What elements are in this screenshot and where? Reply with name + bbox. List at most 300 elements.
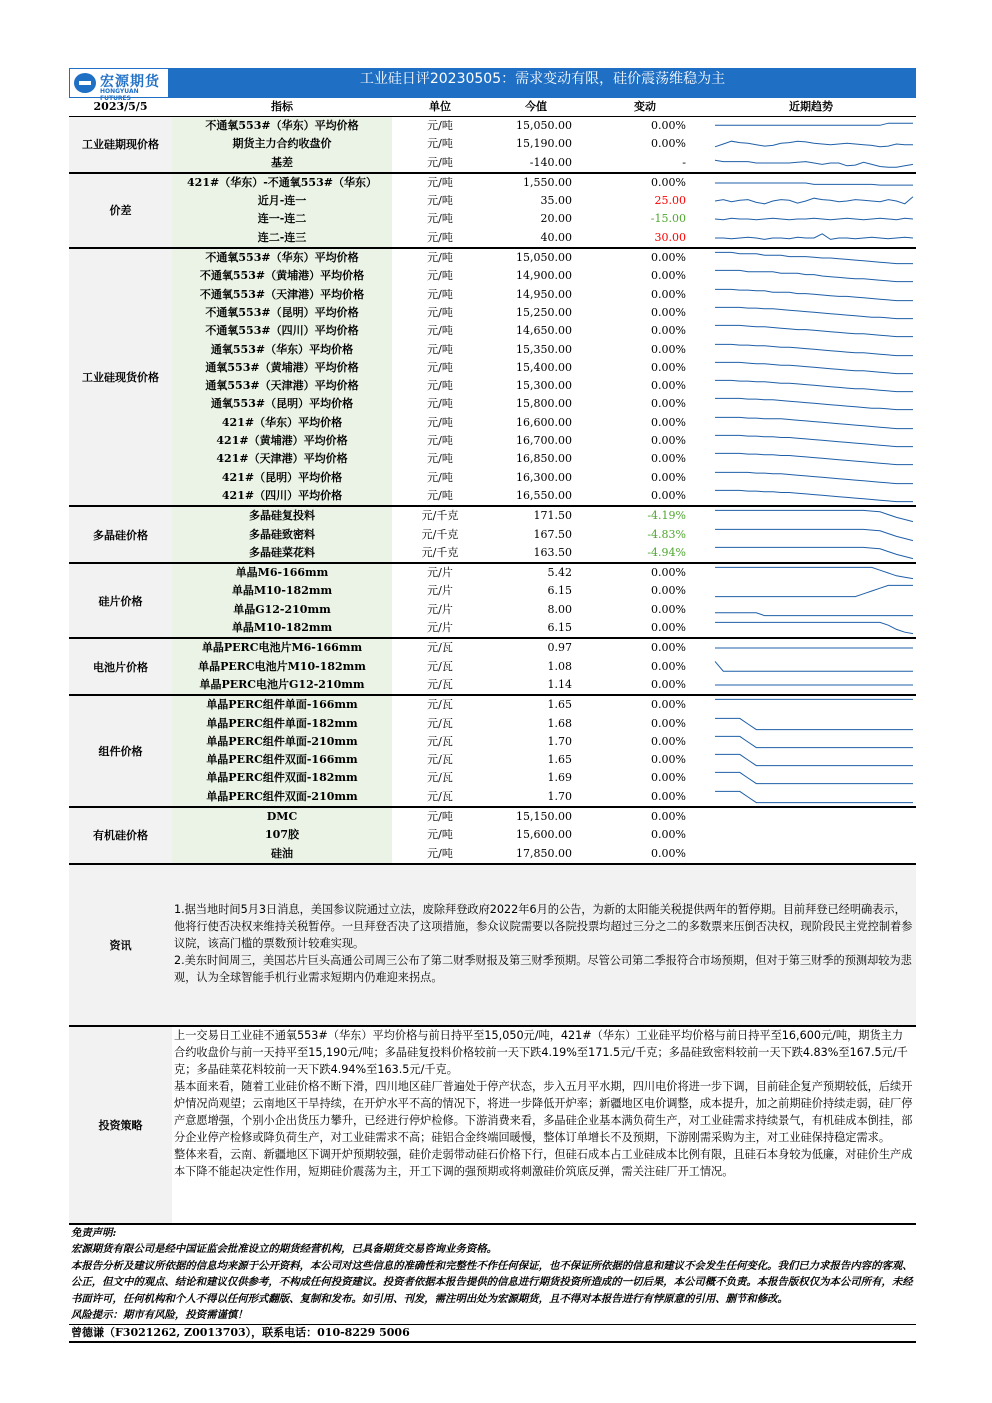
change-cell: 0.00%: [651, 251, 686, 265]
trend-cell: [706, 788, 916, 806]
group-label: 有机硅价格: [69, 808, 172, 863]
trend-sparkline: [714, 175, 914, 191]
price-group: [69, 639, 916, 696]
trend-line: [715, 289, 913, 300]
trend-sparkline: [714, 752, 914, 768]
trend-cell: [706, 601, 916, 619]
value-cell: 14,950.00: [516, 287, 572, 301]
trend-cell: [706, 507, 916, 525]
change-cell: 0.00%: [651, 324, 686, 338]
table-row: [172, 210, 916, 228]
change-cell: 0.00%: [651, 452, 686, 466]
price-group: [69, 174, 916, 249]
trend-sparkline: [714, 697, 914, 713]
table-row: [172, 174, 916, 192]
unit-cell: 元/片: [427, 566, 453, 580]
trend-sparkline: [714, 305, 914, 321]
indicator-name: 期货主力合约收盘价: [172, 135, 392, 153]
indicator-name: 单晶PERC组件双面-210mm: [172, 788, 392, 806]
analyst-contact: 曾德谦（F3021262, Z0013703），联系电话：010-8229 5006: [69, 1325, 916, 1343]
trend-line: [715, 141, 913, 147]
unit-cell: 元/吨: [427, 452, 453, 466]
table-row: [172, 154, 916, 172]
news-paragraph: 2.美东时间周三，美国芯片巨头高通公司周三公布了第二财季财报及第三财季预期。尽管公司第二季报符合市场预期，但对于第三财季的预测却较为悲观，认为全球智能手机行业需求短期内仍难迎来拐点。: [174, 953, 912, 984]
disclaimer-line: 风险提示：期市有风险，投资需谨慎！: [71, 1309, 248, 1322]
indicator-name: 单晶PERC组件单面-182mm: [172, 715, 392, 733]
change-cell: 0.00%: [651, 771, 686, 785]
trend-cell: [706, 808, 916, 826]
indicator-name: 单晶PERC电池片M10-182mm: [172, 658, 392, 676]
table-row: [172, 395, 916, 413]
trend-line: [715, 661, 913, 671]
trend-line: [715, 490, 913, 501]
table-row: [172, 432, 916, 450]
unit-cell: 元/吨: [427, 251, 453, 265]
indicator-name: 不通氧553#（华东）平均价格: [172, 249, 392, 267]
value-cell: 15,150.00: [516, 809, 572, 823]
value-cell: 1.14: [547, 677, 572, 691]
value-cell: 1.70: [547, 789, 572, 803]
trend-sparkline: [714, 508, 914, 524]
trend-line: [715, 586, 913, 597]
trend-cell: [706, 526, 916, 544]
value-cell: 163.50: [533, 545, 572, 559]
trend-line: [715, 435, 913, 446]
group-label: 硅片价格: [69, 564, 172, 637]
trend-line: [715, 472, 913, 483]
col-change: 变动: [634, 100, 656, 113]
value-cell: 171.50: [533, 509, 572, 523]
price-table: [69, 117, 916, 865]
trend-cell: [706, 487, 916, 505]
table-row: [172, 341, 916, 359]
trend-sparkline: [714, 342, 914, 358]
change-cell: 25.00: [654, 194, 686, 208]
table-row: [172, 192, 916, 210]
disclaimer-line: 本报告分析及建议所依据的信息均来源于公开资料，本公司对这些信息的准确性和完整性不作任何保证，也不保证所依据的信息和建议不会发生任何变化。我们已力求报告内容的客观、公正，但文中的观点、结论和建议仅供参考，不构成任何投资建议。投资者依据本报告提供的信息进行期货投资所造成的一切后果，本公司概不负责。本报告版权仅为本公司所有，未经书面许可，任何机构和个人不得以任何形式翻版、复制和发布。如引用、刊发，需注明出处为宏源期货，且不得对本报告进行有悖原意的引用、删节和修改。: [71, 1259, 913, 1305]
change-cell: 0.00%: [651, 360, 686, 374]
indicator-name: 单晶M10-182mm: [172, 619, 392, 637]
value-cell: 15,600.00: [516, 828, 572, 842]
value-cell: 20.00: [540, 212, 572, 226]
unit-cell: 元/吨: [427, 488, 453, 502]
trend-line: [715, 219, 913, 220]
change-cell: 0.00%: [651, 828, 686, 842]
table-row: [172, 733, 916, 751]
trend-line: [715, 183, 913, 185]
table-row: [172, 359, 916, 377]
unit-cell: 元/吨: [427, 119, 453, 132]
trend-line: [715, 160, 913, 167]
unit-cell: 元/吨: [427, 212, 453, 226]
trend-sparkline: [714, 287, 914, 303]
trend-cell: [706, 696, 916, 714]
trend-sparkline: [714, 620, 914, 636]
change-cell: 0.00%: [651, 753, 686, 767]
value-cell: 14,650.00: [516, 324, 572, 338]
value-cell: 16,700.00: [516, 434, 572, 448]
strategy-body: [172, 1027, 916, 1223]
unit-cell: 元/千克: [421, 509, 459, 523]
trend-sparkline: [714, 360, 914, 376]
trend-cell: [706, 210, 916, 228]
change-cell: 0.00%: [651, 269, 686, 283]
indicator-name: 近月-连一: [172, 192, 392, 210]
value-cell: 1.65: [547, 698, 572, 712]
table-row: [172, 267, 916, 285]
unit-cell: 元/吨: [427, 828, 453, 842]
value-cell: 1.68: [547, 716, 572, 730]
report: [69, 68, 916, 1343]
change-cell: 0.00%: [651, 397, 686, 411]
trend-cell: [706, 769, 916, 787]
trend-cell: [706, 582, 916, 600]
group-label: 工业硅期现价格: [69, 117, 172, 172]
logo-text-en: HONGYUAN FUTURES: [100, 88, 139, 102]
trend-cell: [706, 117, 916, 135]
value-cell: 17,850.00: [516, 846, 572, 860]
change-cell: 0.00%: [651, 434, 686, 448]
logo-icon: [74, 73, 96, 93]
trend-cell: [706, 249, 916, 267]
indicator-name: 通氧553#（天津港）平均价格: [172, 377, 392, 395]
trend-sparkline: [714, 451, 914, 467]
group-label: 电池片价格: [69, 639, 172, 694]
unit-cell: 元/瓦: [427, 641, 453, 655]
trend-sparkline: [714, 230, 914, 246]
trend-cell: [706, 564, 916, 582]
change-cell: 0.00%: [651, 621, 686, 635]
trend-cell: [706, 304, 916, 322]
table-row: [172, 304, 916, 322]
change-cell: 0.00%: [651, 470, 686, 484]
trend-cell: [706, 450, 916, 468]
indicator-name: 107胶: [172, 826, 392, 844]
news-label: 资讯: [69, 865, 172, 1025]
value-cell: 15,190.00: [516, 137, 572, 151]
unit-cell: 元/吨: [427, 434, 453, 448]
news-section: [69, 865, 916, 1027]
unit-cell: 元/吨: [427, 809, 453, 823]
indicator-name: 多晶硅菜花料: [172, 544, 392, 562]
table-row: [172, 249, 916, 267]
change-cell: -4.19%: [647, 509, 686, 523]
indicator-name: 连二-连三: [172, 229, 392, 247]
value-cell: 16,600.00: [516, 415, 572, 429]
trend-sparkline: [714, 323, 914, 339]
col-indicator: 指标: [271, 100, 293, 113]
trend-sparkline: [714, 268, 914, 284]
trend-sparkline: [714, 583, 914, 599]
table-row: [172, 826, 916, 844]
indicator-name: 不通氧553#（四川）平均价格: [172, 322, 392, 340]
value-cell: 15,350.00: [516, 342, 572, 356]
col-trend: 近期趋势: [789, 100, 833, 113]
news-body: [172, 865, 916, 1025]
unit-cell: 元/片: [427, 584, 453, 598]
trend-sparkline: [714, 155, 914, 171]
table-row: [172, 769, 916, 787]
value-cell: 6.15: [547, 584, 572, 598]
unit-cell: 元/吨: [427, 230, 453, 244]
value-cell: -140.00: [529, 155, 572, 169]
unit-cell: 元/片: [427, 602, 453, 616]
table-row: [172, 601, 916, 619]
table-row: [172, 676, 916, 694]
table-row: [172, 715, 916, 733]
change-cell: 0.00%: [651, 415, 686, 429]
price-group: [69, 507, 916, 564]
trend-sparkline: [714, 734, 914, 750]
trend-line: [715, 381, 913, 392]
change-cell: 30.00: [654, 230, 686, 244]
unit-cell: 元/吨: [427, 846, 453, 860]
trend-cell: [706, 845, 916, 863]
unit-cell: 元/吨: [427, 287, 453, 301]
change-cell: 0.00%: [651, 137, 686, 151]
trend-line: [715, 613, 913, 616]
value-cell: 1.08: [547, 659, 572, 673]
table-row: [172, 322, 916, 340]
table-row: [172, 450, 916, 468]
change-cell: 0.00%: [651, 305, 686, 319]
trend-sparkline: [714, 396, 914, 412]
trend-line: [715, 622, 913, 633]
indicator-name: 硅油: [172, 845, 392, 863]
table-row: [172, 696, 916, 714]
indicator-name: 多晶硅复投料: [172, 507, 392, 525]
table-row: [172, 135, 916, 153]
trend-line: [715, 399, 913, 410]
trend-cell: [706, 174, 916, 192]
indicator-name: 基差: [172, 154, 392, 172]
unit-cell: 元/瓦: [427, 659, 453, 673]
disclaimer-title: 免责声明:: [71, 1226, 117, 1239]
trend-cell: [706, 192, 916, 210]
trend-sparkline: [714, 136, 914, 152]
trend-line: [715, 307, 913, 318]
value-cell: 15,250.00: [516, 305, 572, 319]
trend-cell: [706, 395, 916, 413]
group-label: 价差: [69, 174, 172, 247]
change-cell: 0.00%: [651, 175, 686, 189]
indicator-name: 不通氧553#（黄埔港）平均价格: [172, 267, 392, 285]
value-cell: 16,300.00: [516, 470, 572, 484]
unit-cell: 元/吨: [427, 305, 453, 319]
indicator-name: 不通氧553#（华东）平均价格: [172, 117, 392, 135]
table-row: [172, 469, 916, 487]
indicator-name: 多晶硅致密料: [172, 526, 392, 544]
change-cell: 0.00%: [651, 809, 686, 823]
trend-sparkline: [714, 488, 914, 504]
trend-cell: [706, 751, 916, 769]
trend-sparkline: [714, 415, 914, 431]
company-logo: [69, 68, 169, 102]
trend-sparkline: [714, 193, 914, 209]
trend-line: [715, 326, 913, 337]
change-cell: 0.00%: [651, 677, 686, 691]
value-cell: 6.15: [547, 621, 572, 635]
trend-cell: [706, 733, 916, 751]
indicator-name: 单晶PERC电池片M6-166mm: [172, 639, 392, 657]
unit-cell: 元/瓦: [427, 734, 453, 748]
change-cell: -4.94%: [647, 545, 686, 559]
trend-line: [715, 197, 913, 204]
trend-cell: [706, 676, 916, 694]
trend-cell: [706, 826, 916, 844]
unit-cell: 元/片: [427, 621, 453, 635]
indicator-name: 单晶G12-210mm: [172, 601, 392, 619]
unit-cell: 元/吨: [427, 342, 453, 356]
trend-sparkline: [714, 565, 914, 581]
trend-cell: [706, 341, 916, 359]
trend-line: [715, 417, 913, 428]
trend-line: [715, 511, 913, 522]
table-row: [172, 117, 916, 135]
unit-cell: 元/千克: [421, 545, 459, 559]
trend-cell: [706, 619, 916, 637]
table-row: [172, 544, 916, 562]
trend-cell: [706, 469, 916, 487]
value-cell: 15,800.00: [516, 397, 572, 411]
trend-line: [715, 123, 913, 125]
trend-cell: [706, 154, 916, 172]
trend-sparkline: [714, 545, 914, 561]
trend-line: [715, 454, 913, 465]
price-group: [69, 117, 916, 174]
unit-cell: 元/千克: [421, 527, 459, 541]
change-cell: 0.00%: [651, 602, 686, 616]
change-cell: 0.00%: [651, 641, 686, 655]
value-cell: 35.00: [540, 194, 572, 208]
trend-cell: [706, 135, 916, 153]
indicator-name: 单晶PERC组件双面-166mm: [172, 751, 392, 769]
change-cell: 0.00%: [651, 716, 686, 730]
trend-cell: [706, 639, 916, 657]
indicator-name: 421#（天津港）平均价格: [172, 450, 392, 468]
trend-sparkline: [714, 602, 914, 618]
change-cell: 0.00%: [651, 488, 686, 502]
indicator-name: 421#（黄埔港）平均价格: [172, 432, 392, 450]
table-row: [172, 788, 916, 806]
group-label: 工业硅现货价格: [69, 249, 172, 505]
value-cell: 1,550.00: [523, 175, 572, 189]
indicator-name: DMC: [172, 808, 392, 826]
trend-line: [715, 773, 913, 784]
trend-line: [715, 344, 913, 355]
column-header: [69, 98, 916, 117]
strategy-paragraph: 整体来看，云南、新疆地区下调开炉预期较强，硅价走弱带动硅石价格下行，但硅石成本占工业硅成本比例有限，且硅石本身较为低廉，对硅价生产成本下降不能起决定性作用，短期硅价震荡为主，开工下调的强预期或将刺激硅价筑底反弹，需关注硅厂开工情况。: [174, 1147, 913, 1178]
value-cell: 8.00: [547, 602, 572, 616]
disclaimer-line: 宏源期货有限公司是经中国证监会批准设立的期货经营机构，已具备期货交易咨询业务资格。: [71, 1243, 498, 1256]
strategy-paragraph: 上一交易日工业硅不通氧553#（华东）平均价格与前日持平至15,050元/吨，421#（华东）工业硅平均价格与前日持平至16,600元/吨，期货主力合约收盘价与前一天持平至15,190元/吨；多晶硅复投料价格较前一天下跌4.19%至171.5元/千克；多晶硅致密料较前一天下跌4.83%至167.5元/千克；多晶硅菜花料较前一天下跌4.94%至163.5元/千克。: [174, 1028, 908, 1076]
change-cell: -: [682, 155, 686, 169]
table-row: [172, 845, 916, 863]
trend-line: [715, 791, 913, 802]
group-label: 组件价格: [69, 696, 172, 806]
trend-line: [715, 362, 913, 373]
unit-cell: 元/瓦: [427, 698, 453, 712]
change-cell: 0.00%: [651, 119, 686, 132]
table-row: [172, 751, 916, 769]
price-group: [69, 564, 916, 639]
unit-cell: 元/吨: [427, 137, 453, 151]
change-cell: 0.00%: [651, 287, 686, 301]
indicator-name: 单晶PERC组件单面-210mm: [172, 733, 392, 751]
value-cell: 0.97: [547, 641, 572, 655]
table-row: [172, 639, 916, 657]
value-cell: 1.65: [547, 753, 572, 767]
unit-cell: 元/吨: [427, 269, 453, 283]
change-cell: 0.00%: [651, 734, 686, 748]
trend-line: [715, 252, 913, 263]
trend-cell: [706, 432, 916, 450]
trend-line: [715, 271, 913, 282]
unit-cell: 元/瓦: [427, 716, 453, 730]
table-row: [172, 507, 916, 525]
trend-sparkline: [714, 433, 914, 449]
change-cell: 0.00%: [651, 379, 686, 393]
value-cell: 1.69: [547, 771, 572, 785]
trend-line: [715, 234, 913, 240]
change-cell: 0.00%: [651, 698, 686, 712]
value-cell: 1.70: [547, 734, 572, 748]
indicator-name: 通氧553#（昆明）平均价格: [172, 395, 392, 413]
price-group: [69, 249, 916, 507]
table-row: [172, 487, 916, 505]
unit-cell: 元/吨: [427, 379, 453, 393]
change-cell: -15.00: [650, 212, 686, 226]
indicator-name: 连一-连二: [172, 210, 392, 228]
indicator-name: 通氧553#（华东）平均价格: [172, 341, 392, 359]
indicator-name: 421#（四川）平均价格: [172, 487, 392, 505]
value-cell: 14,900.00: [516, 269, 572, 283]
change-cell: 0.00%: [651, 659, 686, 673]
trend-line: [715, 529, 913, 540]
table-row: [172, 414, 916, 432]
trend-cell: [706, 377, 916, 395]
value-cell: 15,400.00: [516, 360, 572, 374]
change-cell: -4.83%: [647, 527, 686, 541]
change-cell: 0.00%: [651, 584, 686, 598]
report-date: 2023/5/5: [93, 100, 148, 113]
trend-sparkline: [714, 789, 914, 805]
unit-cell: 元/吨: [427, 194, 453, 208]
logo-text-cn: 宏源期货: [100, 74, 160, 90]
value-cell: 16,850.00: [516, 452, 572, 466]
value-cell: 15,300.00: [516, 379, 572, 393]
report-title: 工业硅日评20230505：需求变动有限，硅价震荡维稳为主: [359, 71, 726, 87]
change-cell: 0.00%: [651, 342, 686, 356]
table-row: [172, 229, 916, 247]
value-cell: 15,050.00: [516, 251, 572, 265]
change-cell: 0.00%: [651, 566, 686, 580]
indicator-name: 单晶M6-166mm: [172, 564, 392, 582]
trend-line: [715, 754, 913, 765]
unit-cell: 元/吨: [427, 397, 453, 411]
table-row: [172, 526, 916, 544]
price-group: [69, 808, 916, 865]
indicator-name: 单晶M10-182mm: [172, 582, 392, 600]
value-cell: 40.00: [540, 230, 572, 244]
unit-cell: 元/吨: [427, 155, 453, 169]
table-row: [172, 582, 916, 600]
unit-cell: 元/瓦: [427, 789, 453, 803]
trend-cell: [706, 414, 916, 432]
trend-cell: [706, 715, 916, 733]
unit-cell: 元/瓦: [427, 771, 453, 785]
indicator-name: 单晶PERC组件双面-182mm: [172, 769, 392, 787]
